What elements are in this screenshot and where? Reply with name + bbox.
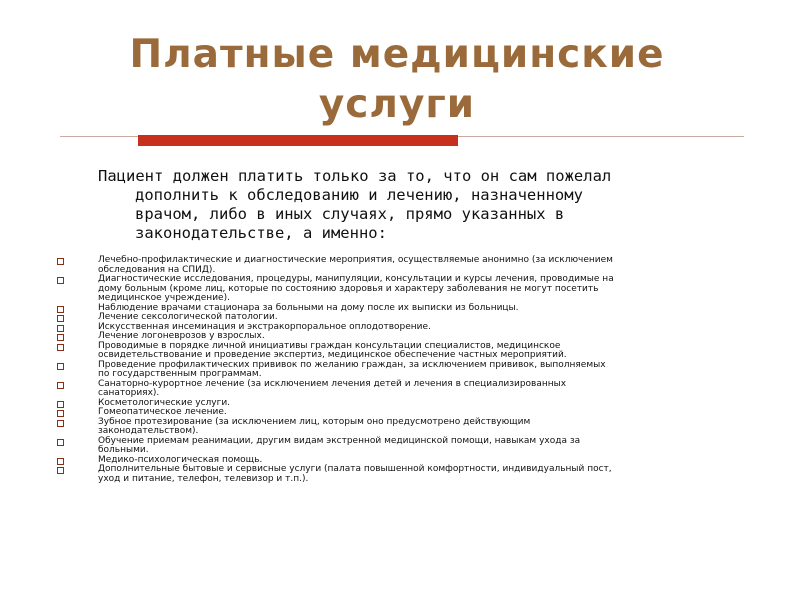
- list-item-line: Искусственная инсеминация и экстракорпоральное оплодотворение.: [98, 321, 431, 332]
- square-bullet-icon: [57, 306, 64, 313]
- intro-line-2: дополнить к обследованию и лечению, назначенному: [135, 186, 583, 204]
- list-item-line: по государственным программам.: [98, 369, 262, 379]
- list-item-line: Лечение сексологической патологии.: [98, 312, 278, 322]
- list-item-line: Дополнительные бытовые и сервисные услуги (палата повышенной комфортности, индивидуальный пост,: [98, 464, 612, 474]
- list-item-line: Санаторно-курортное лечение (за исключением лечения детей и лечения в специализированных: [98, 378, 567, 389]
- square-bullet-icon: [57, 382, 64, 389]
- square-bullet-icon: [57, 315, 64, 322]
- list-item-line: Зубное протезирование (за исключением лиц, которым оно предусмотрено действующим: [98, 416, 531, 427]
- title-accent-bar: [138, 135, 458, 146]
- list-item-line: Проводимые в порядке личной инициативы граждан консультации специалистов, медицинское: [98, 340, 561, 351]
- intro-line-3: врачом, либо в иных случаях, прямо указанных в: [135, 205, 565, 223]
- list-item: [0, 437, 794, 456]
- list-item-text: [98, 361, 738, 380]
- square-bullet-icon: [57, 439, 64, 446]
- list-item-text: [98, 342, 738, 361]
- square-bullet-icon: [57, 467, 64, 474]
- list-item-line: Лечебно-профилактические и диагностические мероприятия, осуществляемые анонимно (за исключением: [98, 255, 613, 265]
- list-item-line: Обучение приемам реанимации, другим видам экстренной медицинской помощи, навыкам ухода за: [98, 435, 581, 446]
- list-item: [0, 342, 794, 361]
- list-item-line: Косметологические услуги.: [98, 397, 231, 408]
- intro-line-4: законодательстве, а именно:: [135, 224, 387, 242]
- list-item-line: Диагностические исследования, процедуры, манипуляции, консультации и курсы лечения, проводимые на: [98, 274, 614, 284]
- list-item-line: санаториях).: [98, 388, 160, 398]
- intro-line-1: Пациент должен платить только за то, что он сам пожелал: [98, 167, 612, 185]
- list-item-line: Медико-психологическая помощь.: [98, 454, 263, 465]
- square-bullet-icon: [57, 277, 64, 284]
- list-item-line: больными.: [98, 445, 149, 455]
- list-item-text: [98, 418, 738, 437]
- list-item-line: Наблюдение врачами стационара за больными на дому после их выписки из больницы.: [98, 302, 519, 313]
- list-item-text: [98, 437, 738, 456]
- square-bullet-icon: [57, 325, 64, 332]
- list-item-line: Гомеопатическое лечение.: [98, 407, 227, 417]
- intro-paragraph: [98, 167, 738, 243]
- title-line-1: Платные медицинские: [129, 32, 665, 77]
- list-item-line: Проведение профилактических прививок по желанию граждан, за исключением прививок, выполняемых: [98, 359, 606, 370]
- services-list: [0, 256, 794, 484]
- square-bullet-icon: [57, 258, 64, 265]
- list-item-line: освидетельствование и проведение экспертиз, медицинское обеспечение частных мероприятий.: [98, 350, 567, 360]
- title-line-2: услуги: [318, 82, 476, 127]
- square-bullet-icon: [57, 401, 64, 408]
- list-item-text: [98, 380, 738, 399]
- list-item: [0, 465, 794, 484]
- list-item-text: [98, 275, 738, 304]
- list-item: [0, 418, 794, 437]
- slide-title: [0, 30, 794, 130]
- square-bullet-icon: [57, 410, 64, 417]
- list-item: [0, 361, 794, 380]
- square-bullet-icon: [57, 363, 64, 370]
- list-item-line: обследования на СПИД).: [98, 264, 216, 275]
- list-item-line: уход и питание, телефон, телевизор и т.п.).: [98, 473, 309, 484]
- list-item-text: [98, 465, 738, 484]
- list-item-text: [98, 256, 738, 275]
- list-item-line: дому больным (кроме лиц, которые по состоянию здоровья и характеру заболевания не могут посетить: [98, 283, 599, 294]
- square-bullet-icon: [57, 458, 64, 465]
- list-item-line: медицинское учреждение).: [98, 293, 230, 303]
- list-item: [0, 380, 794, 399]
- list-item-line: Лечение логоневрозов у взрослых.: [98, 331, 265, 341]
- square-bullet-icon: [57, 344, 64, 351]
- square-bullet-icon: [57, 334, 64, 341]
- square-bullet-icon: [57, 420, 64, 427]
- list-item: [0, 275, 794, 304]
- list-item: [0, 256, 794, 275]
- list-item-line: законодательством).: [98, 426, 199, 436]
